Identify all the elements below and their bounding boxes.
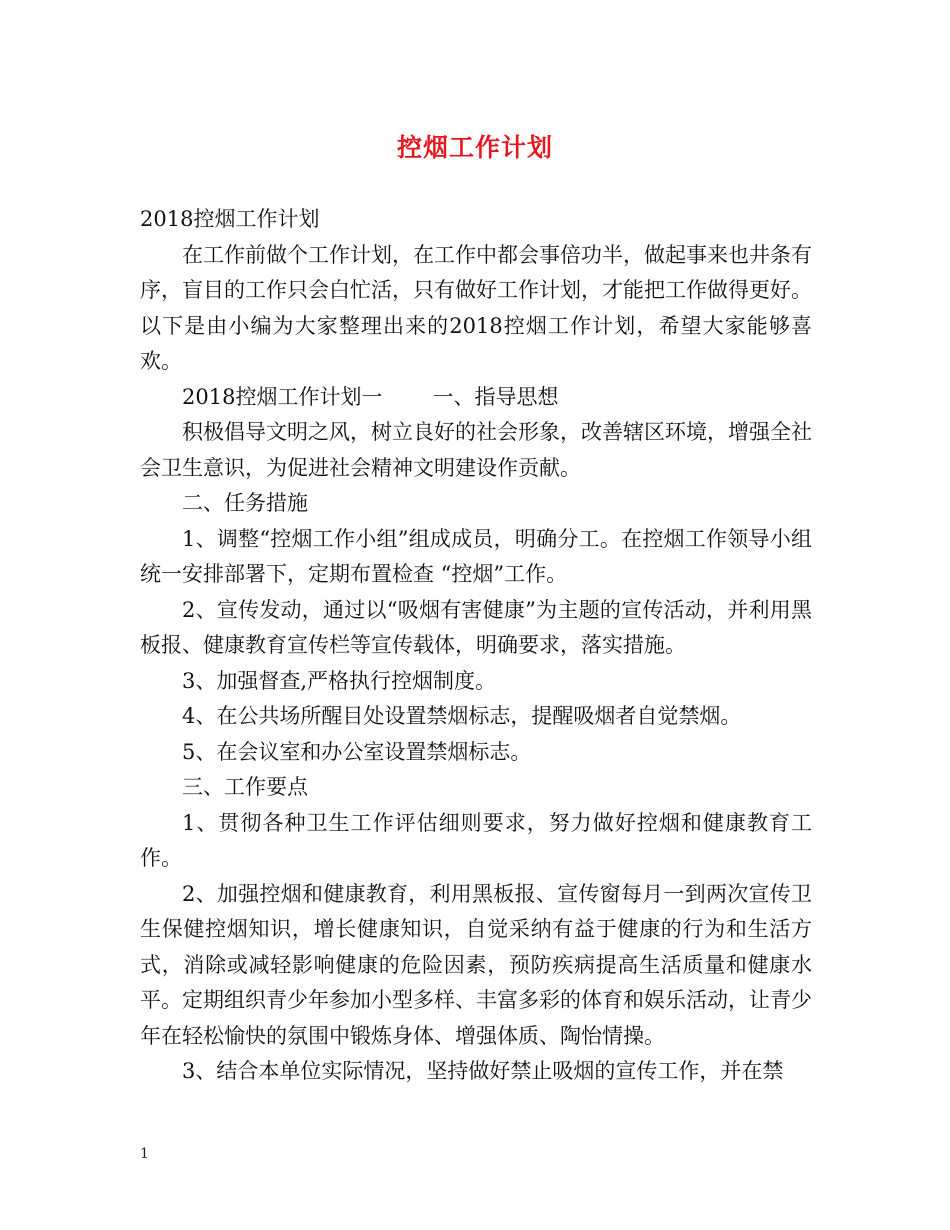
section-two-item: 2、宣传发动，通过以“吸烟有害健康”为主题的宣传活动，并利用黑板报、健康教育宣传栏等宣传载体，明确要求，落实措施。	[140, 597, 812, 657]
section-one-heading: 一、指导思想	[432, 384, 559, 409]
plan-one-label: 2018控烟工作计划一	[182, 384, 383, 409]
document-body	[140, 202, 812, 1090]
section-three-item: 3、结合本单位实际情况，坚持做好禁止吸烟的宣传工作，并在禁	[182, 1059, 784, 1083]
document-subtitle: 2018控烟工作计划	[140, 207, 320, 231]
section-two-heading: 二、任务措施	[182, 491, 308, 515]
section-three-item: 2、加强控烟和健康教育，利用黑板报、宣传窗每月一到两次宣传卫生保健控烟知识，增长健康知识，自觉采纳有益于健康的行为和生活方式，消除或减轻影响健康的危险因素，预防疾病提高生活质量和健康水平。定期组织青少年参加小型多样、丰富多彩的体育和娱乐活动，让青少年在轻松愉快的氛围中锻炼身体、增强体质、陶怡情操。	[140, 881, 812, 1048]
section-two-item: 1、调整“控烟工作小组”组成成员，明确分工。在控烟工作领导小组统一安排部署下，定期布置检查 “控烟”工作。	[140, 526, 812, 586]
section-three-item: 1、贯彻各种卫生工作评估细则要求，努力做好控烟和健康教育工作。	[140, 810, 812, 870]
section-one-paragraph: 积极倡导文明之风，树立良好的社会形象，改善辖区环境，增强全社会卫生意识，为促进社会精神文明建设作贡献。	[140, 420, 812, 480]
section-three-heading: 三、工作要点	[182, 775, 308, 799]
section-two-item: 3、加强督查,严格执行控烟制度。	[182, 668, 497, 693]
document-title: 控烟工作计划	[396, 133, 553, 162]
section-two-item: 4、在公共场所醒目处设置禁烟标志，提醒吸烟者自觉禁烟。	[182, 704, 742, 728]
page-number: 1	[140, 1146, 149, 1162]
plan-one-line	[140, 380, 812, 416]
section-two-item: 5、在会议室和办公室设置禁烟标志。	[182, 739, 532, 764]
intro-paragraph: 在工作前做个工作计划，在工作中都会事倍功半，做起事来也井条有序，盲目的工作只会白忙活，只有做好工作计划，才能把工作做得更好。以下是由小编为大家整理出来的2018控烟工作计划，希望大家能够喜欢。	[140, 242, 812, 373]
